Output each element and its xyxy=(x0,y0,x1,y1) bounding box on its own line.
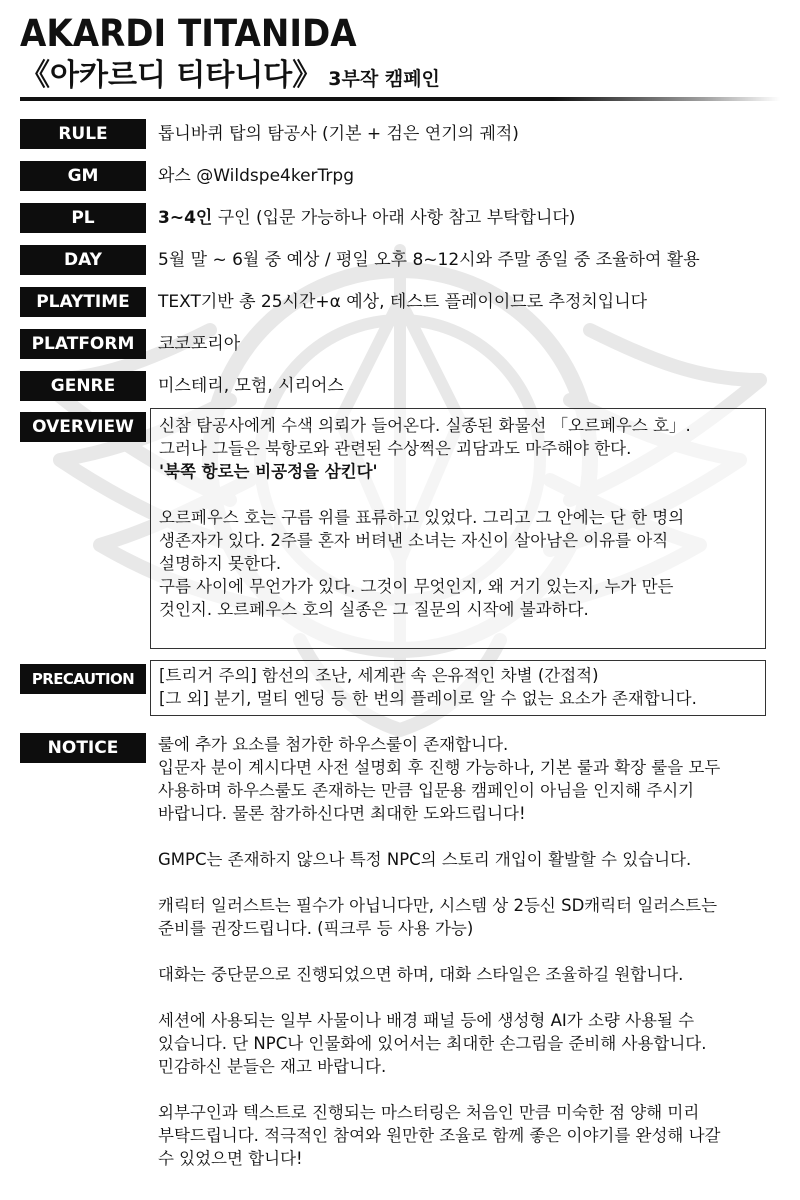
label-overview: OVERVIEW xyxy=(20,412,146,442)
value-platform: 코코포리아 xyxy=(158,334,241,354)
notice-line: 민감하신 분들은 재고 바랍니다. xyxy=(158,1057,387,1076)
value-rule: 톱니바퀴 탑의 탐공사 (기본 + 검은 연기의 궤적) xyxy=(158,124,519,144)
overview-line: 것인지. 오르페우스 호의 실종은 그 질문의 시작에 불과하다. xyxy=(159,600,589,619)
overview-line: 생존자가 있다. 2주를 혼자 버텨낸 소녀는 자신이 살아남은 이유를 아직 xyxy=(159,531,669,550)
subtitle xyxy=(20,56,440,96)
label-genre: GENRE xyxy=(20,371,146,401)
overview-line: 오르페우스 호는 구름 위를 표류하고 있었다. 그리고 그 안에는 단 한 명의 xyxy=(159,508,685,527)
notice-line: 있습니다. 단 NPC나 인물화에 있어서는 최대한 손그림을 준비해 사용합니다. xyxy=(158,1034,707,1053)
header-divider xyxy=(20,97,780,101)
value-genre: 미스테리, 모험, 시리어스 xyxy=(158,376,344,396)
value-pl-rest: 구인 (입문 가능하나 아래 사항 참고 부탁합니다) xyxy=(212,208,576,228)
notice-line: 룰에 추가 요소를 첨가한 하우스룰이 존재합니다. xyxy=(158,735,509,754)
notice-body xyxy=(158,733,778,1170)
label-playtime: PLAYTIME xyxy=(20,287,146,317)
label-pl: PL xyxy=(20,203,146,233)
overview-line: '북쪽 항로는 비공정을 삼킨다' xyxy=(159,462,378,481)
notice-line: 준비를 권장드립니다. (픽크루 등 사용 가능) xyxy=(158,919,474,938)
overview-box xyxy=(150,408,766,649)
label-platform: PLATFORM xyxy=(20,329,146,359)
value-day: 5월 말 ~ 6월 중 예상 / 평일 오후 8~12시와 주말 종일 중 조율하여 활용 xyxy=(158,250,700,270)
notice-line: 바랍니다. 물론 참가하신다면 최대한 도와드립니다! xyxy=(158,804,526,823)
page-title: AKARDI TITANIDA xyxy=(20,12,357,55)
label-gm: GM xyxy=(20,161,146,191)
notice-line: 외부구인과 텍스트로 진행되는 마스터링은 처음인 만큼 미숙한 점 양해 미리 xyxy=(158,1103,700,1122)
notice-line: 입문자 분이 계시다면 사전 설명회 후 진행 가능하나, 기본 룰과 확장 룰을 모두 xyxy=(158,758,721,777)
label-rule: RULE xyxy=(20,119,146,149)
notice-line: 부탁드립니다. 적극적인 참여와 원만한 조율로 함께 좋은 이야기를 완성해 나갈 xyxy=(158,1126,721,1145)
notice-line: 세션에 사용되는 일부 사물이나 배경 패널 등에 생성형 AI가 소량 사용될 수 xyxy=(158,1011,695,1030)
label-notice: NOTICE xyxy=(20,733,146,763)
value-gm: 와스 @Wildspe4kerTrpg xyxy=(158,166,354,186)
value-playtime: TEXT기반 총 25시간+α 예상, 테스트 플레이이므로 추정치입니다 xyxy=(158,292,648,312)
value-pl xyxy=(158,207,770,229)
notice-line: 수 있었으면 합니다! xyxy=(158,1149,303,1168)
subtitle-tag: 3부작 캠페인 xyxy=(328,68,440,90)
notice-line: GMPC는 존재하지 않으나 특정 NPC의 스토리 개입이 활발할 수 있습니다. xyxy=(158,850,692,869)
notice-line: 캐릭터 일러스트는 필수가 아닙니다만, 시스템 상 2등신 SD캐릭터 일러스트는 xyxy=(158,896,718,915)
notice-line: 사용하며 하우스룰도 존재하는 만큼 입문용 캠페인이 아님을 인지해 주시기 xyxy=(158,781,695,800)
overview-line: 그러나 그들은 북항로와 관련된 수상쩍은 괴담과도 마주해야 한다. xyxy=(159,439,632,458)
notice-line: 대화는 중단문으로 진행되었으면 하며, 대화 스타일은 조율하길 원합니다. xyxy=(158,965,684,984)
overview-line: 구름 사이에 무언가가 있다. 그것이 무엇인지, 왜 거기 있는지, 누가 만든 xyxy=(159,577,674,596)
value-pl-count: 3~4인 xyxy=(158,208,213,228)
overview-line: 설명하지 못한다. xyxy=(159,554,282,573)
overview-line: 신참 탐공사에게 수색 의뢰가 들어온다. 실종된 화물선 「오르페우스 호」. xyxy=(159,416,691,435)
subtitle-main: 《아카르디 티타니다》 xyxy=(20,58,323,93)
precaution-line: [트리거 주의] 함선의 조난, 세계관 속 은유적인 차별 (간접적) xyxy=(159,666,599,685)
precaution-line: [그 외] 분기, 멀티 엔딩 등 한 번의 플레이로 알 수 없는 요소가 존재합니다. xyxy=(159,689,697,708)
precaution-box xyxy=(150,660,766,716)
label-day: DAY xyxy=(20,245,146,275)
label-precaution: PRECAUTION xyxy=(20,664,146,694)
